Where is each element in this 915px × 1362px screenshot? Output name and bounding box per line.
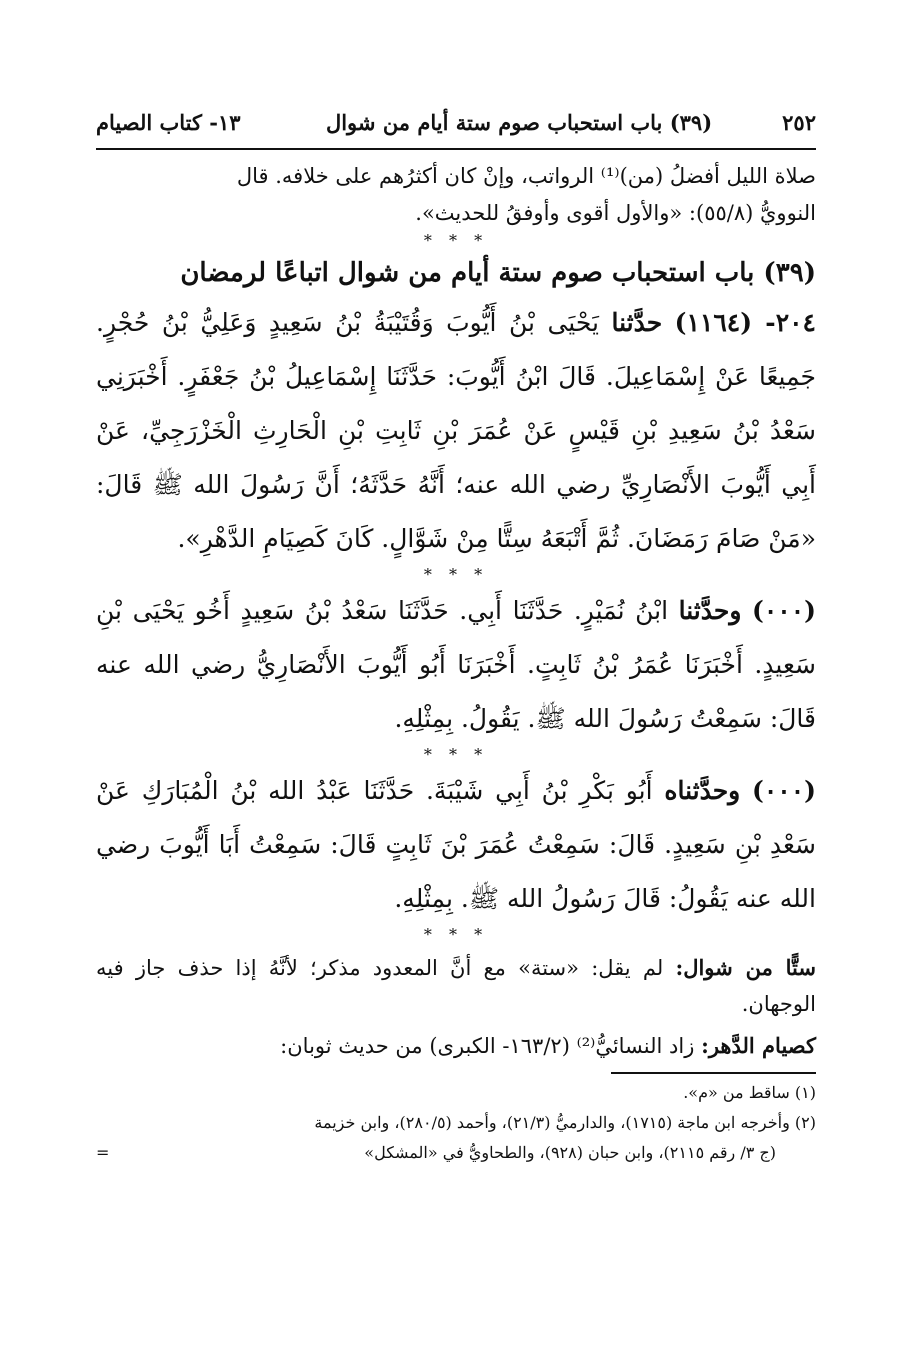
continuation-mark: = [96, 1143, 110, 1162]
hadith-entry [96, 584, 816, 746]
footnote-2 [96, 1108, 816, 1138]
footnote-divider [611, 1072, 816, 1074]
header-chapter-title: (٣٩) باب استحباب صوم ستة أيام من شوال [325, 110, 713, 135]
commentary-line-2: النوويُّ (٥٥/٨): «والأول أقوى وأوفقُ للحديث». [415, 201, 816, 225]
hadith-text: أَبُو بَكْرِ بْنُ أَبِي شَيْبَةَ. حَدَّثَنَا عَبْدُ الله بْنُ الْمُبَارَكِ عَنْ سَعْدِ بْنِ سَعِيدٍ. قَالَ: سَمِعْتُ عُمَرَ بْنَ ثَابِتٍ قَالَ: سَمِعْتُ أَبَا أَيُّوبَ رضي الله عنه يَقُولُ: قَالَ رَسُولُ الله ﷺ. بِمِثْلِهِ. [96, 776, 816, 913]
gloss-entry [96, 950, 816, 1022]
footnote-2-line-2: (ج ٣/ رقم ٢١١٥)، وابن حبان (٩٢٨)، والطحاويُّ في «المشكل» [364, 1143, 776, 1162]
chapter-heading: (٣٩) باب استحباب صوم ستة أيام من شوال اتباعًا لرمضان [180, 258, 816, 288]
hadith-entry [96, 764, 816, 926]
running-header [96, 110, 816, 150]
hadith-entry [96, 296, 816, 566]
book-page [96, 110, 816, 1168]
header-book-title: ١٣- كتاب الصيام [96, 110, 241, 135]
hadith-number: ٢٠٤- (١١٦٤) [674, 308, 816, 337]
section-separator: * * * [423, 745, 489, 764]
footnote-1: (١) ساقط من «م». [683, 1083, 816, 1102]
gloss-entry [96, 1028, 816, 1064]
hadith-lead: وحدَّثنا [678, 596, 742, 625]
hadith-number: (٠٠٠) [752, 596, 816, 625]
gloss-term: ستًّا من شوال: [675, 955, 816, 980]
hadith-text: ابْنُ نُمَيْرٍ. حَدَّثَنَا أَبِي. حَدَّثَنَا سَعْدُ بْنُ سَعِيدٍ أَخُو يَحْيَى بْنِ سَعِيدٍ. أَخْبَرَنَا عُمَرُ بْنُ ثَابِتٍ. أَخْبَرَنَا أَبُو أَيُّوبَ الأَنْصَارِيُّ رضي الله عنه قَالَ: سَمِعْتُ رَسُولَ الله ﷺ. يَقُولُ. بِمِثْلِهِ. [96, 596, 816, 733]
gloss-text: لم يقل: «ستة» مع أنَّ المعدود مذكر؛ لأنَّهُ إذا حذف جاز فيه الوجهان. [96, 956, 816, 1016]
section-separator: * * * [423, 925, 489, 944]
hadith-text: يَحْيَى بْنُ أَيُّوبَ وَقُتَيْبَةُ بْنُ سَعِيدٍ وَعَلِيُّ بْنُ حُجْرٍ. جَمِيعًا عَنْ إِسْمَاعِيلَ. قَالَ ابْنُ أَيُّوبَ: حَدَّثَنَا إِسْمَاعِيلُ بْنُ جَعْفَرٍ. أَخْبَرَنِي سَعْدُ بْنُ سَعِيدِ بْنِ قَيْسٍ عَنْ عُمَرَ بْنِ ثَابِتِ بْنِ الْحَارِثِ الْخَزْرَجِيِّ، عَنْ أَبِي أَيُّوبَ الأَنْصَارِيِّ رضي الله عنه؛ أَنَّهُ حَدَّثَهُ؛ أَنَّ رَسُولَ الله ﷺ قَالَ: «مَنْ صَامَ رَمَضَانَ. ثُمَّ أَتْبَعَهُ سِتًّا مِنْ شَوَّالٍ. كَانَ كَصِيَامِ الدَّهْرِ». [96, 308, 816, 553]
gloss-term: كصيام الدَّهر: [701, 1033, 816, 1058]
commentary-continuation [96, 158, 816, 232]
hadith-number: (٠٠٠) [752, 776, 816, 805]
page-number: ٢٥٢ [782, 110, 816, 135]
hadith-lead: حدَّثنا [611, 308, 663, 337]
gloss-text: زاد النسائيُّ⁽²⁾ (١٦٣/٢- الكبرى) من حديث ثوبان: [280, 1034, 695, 1058]
footnote-2-line-1: (٢) وأخرجه ابن ماجة (١٧١٥)، والدارميُّ (٢١/٣)، وأحمد (٢٨٠/٥)، وابن خزيمة [314, 1113, 816, 1132]
section-separator: * * * [423, 565, 489, 584]
footnote-2-continuation [96, 1138, 816, 1168]
section-separator: * * * [423, 231, 489, 250]
hadith-lead: وحدَّثناه [664, 776, 741, 805]
commentary-line-1: صلاة الليل أفضلُ (من)⁽¹⁾ الرواتب، وإنْ كان أكثرُهم على خلافه. قال [236, 164, 816, 188]
